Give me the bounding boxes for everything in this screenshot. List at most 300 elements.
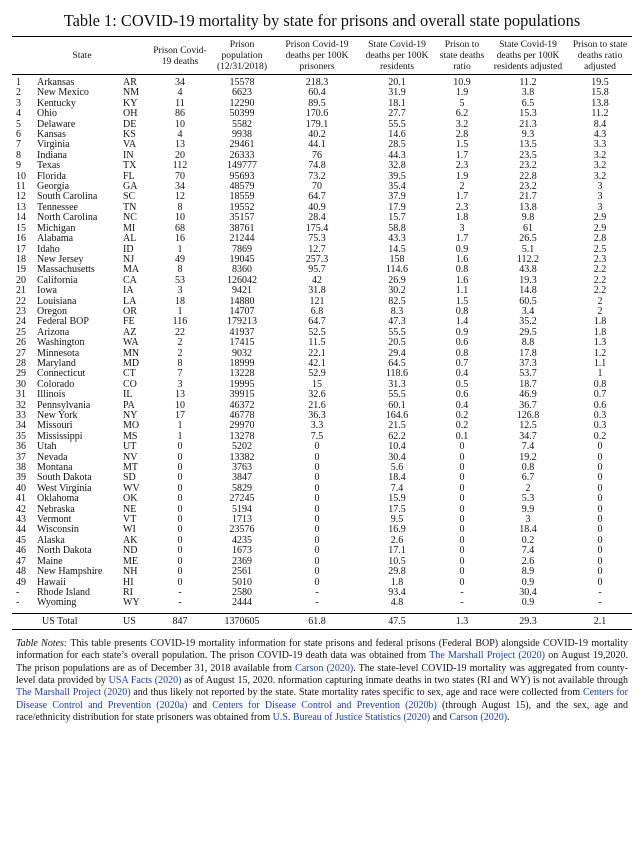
prison-deaths: 1 (177, 431, 183, 442)
ratio: 0 (459, 546, 465, 557)
state-rate: 15.9 (388, 494, 406, 505)
ratio-adjusted: 2.9 (593, 213, 607, 224)
row-rank: 32 (16, 400, 26, 411)
table-row (12, 578, 632, 588)
prison-population: 1713 (232, 515, 252, 526)
ratio-adjusted: 2 (597, 296, 603, 307)
citation-link[interactable]: The Marshall Project (2020) (429, 650, 545, 662)
state-rate-adjusted: 3 (525, 515, 531, 526)
row-rank: 15 (16, 223, 26, 234)
state-name: Utah (37, 442, 57, 453)
state-abbr: IN (123, 150, 134, 161)
state-name: West Virginia (37, 483, 92, 494)
covid-mortality-table (12, 36, 632, 630)
prison-deaths: 0 (177, 473, 183, 484)
citation-link[interactable]: U.S. Bureau of Justice Statistics (2020) (272, 712, 431, 724)
table-row (12, 234, 632, 244)
state-rate-adjusted: 13.5 (519, 140, 537, 151)
ratio-adjusted: 3.2 (593, 150, 607, 161)
table-row (12, 494, 632, 504)
row-rank: - (16, 587, 20, 598)
notes-text: This table presents COVID-19 mortality information for state prisons and federal prisons (Federal BOP) alongside COVID-19 mortality information for each state’s overall population. The prison COVID-19 death data was obtained from (16, 637, 628, 662)
state-rate-adjusted: 7.4 (521, 546, 535, 557)
ratio: 5 (459, 98, 465, 109)
ratio-adjusted: 2.3 (593, 254, 607, 265)
state-abbr: PA (123, 400, 135, 411)
prison-population: 126042 (227, 275, 257, 286)
prison-deaths: 34 (175, 182, 185, 193)
notes-label: Table Notes: (16, 637, 68, 649)
state-abbr: UT (123, 442, 137, 453)
state-rate: 35.4 (388, 182, 406, 193)
prison-population: 8360 (232, 265, 252, 276)
ratio-adjusted: 2.2 (593, 275, 607, 286)
state-rate: 5.6 (390, 463, 404, 474)
table-notes (16, 638, 628, 725)
prison-deaths: 12 (175, 192, 185, 203)
prison-rate: 0 (314, 525, 320, 536)
ratio-adjusted: 1.3 (593, 338, 607, 349)
ratio: 0.6 (455, 390, 469, 401)
row-rank: 23 (16, 306, 26, 317)
ratio-adjusted: 15.8 (591, 88, 609, 99)
state-rate-adjusted: 8.9 (521, 567, 535, 578)
row-rank: 14 (16, 213, 26, 224)
prison-population: 4235 (232, 535, 252, 546)
ratio-adjusted: 0 (597, 567, 603, 578)
prison-deaths: 0 (177, 442, 183, 453)
table-row (12, 505, 632, 515)
prison-rate: 15 (312, 379, 322, 390)
table-row (12, 588, 632, 598)
state-rate-adjusted: 112.2 (516, 254, 540, 265)
row-rank: 25 (16, 327, 26, 338)
prison-deaths: 10 (175, 400, 185, 411)
row-rank: 17 (16, 244, 26, 255)
row-rank: 49 (16, 577, 26, 588)
notes-text: as of August 15, 2020. nformation capturing inmate deaths in two states (RI and WY) is not available through (181, 674, 628, 686)
prison-rate: 0 (314, 515, 320, 526)
table-row (12, 338, 632, 348)
state-name: Hawaii (37, 577, 66, 588)
prison-population: 9032 (232, 348, 252, 359)
state-rate: 29.8 (388, 567, 406, 578)
state-rate: 58.8 (388, 223, 406, 234)
ratio: 0.2 (455, 421, 469, 432)
ratio-adjusted: 0 (597, 463, 603, 474)
table-title: Table 1: COVID-19 mortality by state for prisons and overall state populations (63, 11, 581, 30)
header-prison-deaths: Prison Covid-19 deaths (153, 44, 207, 67)
prison-deaths: 10 (175, 119, 185, 130)
state-abbr: SD (123, 473, 136, 484)
row-rank: 27 (16, 348, 26, 359)
prison-rate: 44.1 (308, 140, 326, 151)
table-row (12, 99, 632, 109)
ratio-adjusted: 11.2 (591, 109, 609, 120)
state-rate-adjusted: 37.3 (519, 358, 537, 369)
state-name: Minnesota (37, 348, 80, 359)
notes-text: on August 19,2020. The prison populations are as of December 31, 2018 available from (16, 650, 628, 674)
state-name: New Mexico (37, 88, 89, 99)
state-rate-adjusted: 46.9 (519, 390, 537, 401)
prison-population: 39915 (229, 390, 255, 401)
state-rate: 93.4 (388, 587, 406, 598)
state-rate: 17.5 (388, 504, 406, 515)
ratio: 1.1 (455, 286, 469, 297)
row-rank: 48 (16, 567, 26, 578)
state-rate-adjusted: 17.8 (519, 348, 537, 359)
ratio: 0.8 (455, 348, 469, 359)
prison-rate: 95.7 (308, 265, 326, 276)
prison-deaths: 22 (175, 327, 185, 338)
state-abbr: IA (123, 286, 134, 297)
row-rank: 7 (16, 140, 21, 151)
state-abbr: AZ (123, 327, 137, 338)
prison-rate: 218.3 (305, 77, 329, 88)
total-abbr: US (123, 615, 136, 627)
row-rank: 30 (16, 379, 26, 390)
state-name: Michigan (37, 223, 76, 234)
prison-rate: 0 (314, 567, 320, 578)
state-rate-adjusted: 15.3 (519, 109, 537, 120)
row-rank: 33 (16, 411, 26, 421)
state-rate-adjusted: 18.7 (519, 379, 537, 390)
prison-rate: 22.1 (308, 348, 326, 359)
ratio-adjusted: 0.3 (593, 411, 607, 421)
state-rate-adjusted: 23.5 (519, 150, 537, 161)
table-row (12, 255, 632, 265)
ratio-adjusted: 2.8 (593, 234, 607, 245)
prison-rate: 0 (314, 504, 320, 515)
table-total (12, 613, 632, 629)
ratio: 0 (459, 494, 465, 505)
ratio-adjusted: 13.8 (591, 98, 609, 109)
prison-deaths: 8 (177, 202, 183, 213)
state-abbr: CO (123, 379, 137, 390)
prison-deaths: 2 (177, 348, 183, 359)
ratio: 0 (459, 483, 465, 494)
prison-rate: 11.5 (308, 338, 326, 349)
prison-population: 7869 (232, 244, 252, 255)
state-name: South Carolina (37, 192, 98, 203)
table-row (12, 307, 632, 317)
state-abbr: MS (123, 431, 138, 442)
prison-deaths: 0 (177, 577, 183, 588)
ratio: 3 (459, 223, 465, 234)
state-name: New York (37, 411, 78, 421)
prison-rate: 175.4 (305, 223, 329, 234)
state-name: Maryland (37, 358, 76, 369)
prison-population: 23576 (229, 525, 255, 536)
state-name: Arizona (37, 327, 70, 338)
row-rank: 10 (16, 171, 26, 182)
row-rank: 36 (16, 442, 26, 453)
ratio: 1.5 (455, 296, 469, 307)
state-abbr: IL (123, 390, 133, 401)
prison-population: 21244 (229, 234, 255, 245)
state-rate: 32.8 (388, 161, 406, 172)
ratio-adjusted: - (598, 598, 602, 609)
row-rank: 31 (16, 390, 26, 401)
prison-deaths: - (178, 598, 182, 609)
state-abbr: WA (123, 338, 139, 349)
prison-population: 179213 (227, 317, 257, 328)
prison-deaths: 1 (177, 421, 183, 432)
ratio-adjusted: 0 (597, 525, 603, 536)
prison-rate: 32.6 (308, 390, 326, 401)
citation-link[interactable]: Centers for Disease Control and Prevention (2020b) (212, 699, 437, 711)
ratio-adjusted: 2.5 (593, 244, 607, 255)
row-rank: 47 (16, 556, 26, 567)
state-name: Florida (37, 171, 66, 182)
notes-text: and (430, 712, 450, 724)
table-row (12, 598, 632, 613)
citation-link[interactable]: USA Facts (2020) (108, 674, 182, 686)
prison-deaths: 13 (175, 390, 185, 401)
state-rate: 4.8 (390, 598, 404, 609)
prison-deaths: 0 (177, 452, 183, 463)
state-name: Vermont (37, 515, 72, 526)
state-name: Kansas (37, 130, 66, 141)
prison-population: 41937 (229, 327, 255, 338)
ratio-adjusted: 0 (597, 494, 603, 505)
prison-deaths: 49 (175, 254, 185, 265)
prison-population: 5202 (232, 442, 252, 453)
table-row (12, 390, 632, 400)
state-name: Federal BOP (37, 317, 89, 328)
ratio-adjusted: 1.8 (593, 317, 607, 328)
prison-deaths: 0 (177, 483, 183, 494)
prison-rate: 73.2 (308, 171, 326, 182)
ratio-adjusted: 3 (597, 202, 603, 213)
prison-deaths: 4 (177, 130, 183, 141)
row-rank: 12 (16, 192, 26, 203)
state-rate-adjusted: 2.6 (521, 556, 535, 567)
ratio-adjusted: 0.8 (593, 379, 607, 390)
row-rank: 11 (16, 182, 26, 193)
prison-deaths: 2 (177, 338, 183, 349)
state-name: Massachusetts (37, 265, 95, 276)
state-abbr: MI (123, 223, 136, 234)
citation-link[interactable]: Carson (2020) (295, 662, 354, 674)
state-abbr: NV (123, 452, 138, 463)
total-label: US Total (42, 615, 78, 627)
prison-population: 15578 (229, 77, 255, 88)
ratio-adjusted: 0 (597, 473, 603, 484)
table-row (12, 546, 632, 556)
prison-population: 35157 (229, 213, 255, 224)
table-row (12, 349, 632, 359)
row-rank: 2 (16, 88, 21, 99)
prison-population: 5582 (232, 119, 252, 130)
header-state: State (72, 50, 92, 61)
ratio: 1.8 (455, 213, 469, 224)
state-abbr: TN (123, 202, 137, 213)
prison-deaths: 18 (175, 296, 185, 307)
state-rate: 114.6 (385, 265, 409, 276)
citation-link[interactable]: The Marshall Project (2020) (16, 687, 131, 699)
prison-rate: 42.1 (308, 358, 326, 369)
prison-population: 9938 (232, 130, 252, 141)
ratio-adjusted: 0 (597, 483, 603, 494)
state-name: Mississippi (37, 431, 83, 442)
state-name: Nevada (37, 452, 68, 463)
prison-population: 29461 (229, 140, 255, 151)
prison-deaths: 4 (177, 88, 183, 99)
header-state-deaths-adjusted: State Covid-19 deaths per 100K residents adjusted (493, 39, 563, 72)
table-row (12, 442, 632, 452)
ratio: 0 (459, 504, 465, 515)
prison-population: 6623 (232, 88, 252, 99)
table-row (12, 515, 632, 525)
state-abbr: ME (123, 556, 138, 567)
state-rate-adjusted: 0.8 (521, 463, 535, 474)
ratio: 2 (459, 182, 465, 193)
ratio: 0.6 (455, 338, 469, 349)
row-rank: 19 (16, 265, 26, 276)
prison-deaths: 53 (175, 275, 185, 286)
ratio: 0.9 (455, 244, 469, 255)
table-row (12, 120, 632, 130)
state-name: Washington (37, 338, 85, 349)
state-name: Oregon (37, 306, 67, 317)
ratio: 1.6 (455, 275, 469, 286)
notes-text: . The state-level COVID-19 mortality was aggregated from county-level data provided by (16, 662, 628, 686)
state-rate-adjusted: 11.2 (519, 77, 537, 88)
ratio-adjusted: 8.4 (593, 119, 607, 130)
table-body (12, 75, 632, 614)
table-row (12, 172, 632, 182)
prison-deaths: 20 (175, 150, 185, 161)
header-row (12, 37, 632, 75)
state-abbr: NE (123, 504, 137, 515)
prison-population: 13228 (229, 369, 255, 380)
ratio: 0.1 (455, 431, 469, 442)
state-name: Wyoming (37, 598, 77, 609)
state-rate-adjusted: 6.5 (521, 98, 535, 109)
state-name: North Carolina (37, 213, 98, 224)
prison-rate: 0 (314, 442, 320, 453)
ratio-adjusted: 0 (597, 577, 603, 588)
state-name: Oklahoma (37, 494, 79, 505)
ratio: 2.8 (455, 130, 469, 141)
ratio: 0.5 (455, 379, 469, 390)
prison-rate: 40.2 (308, 130, 326, 141)
row-rank: 1 (16, 77, 21, 88)
notes-text: . (507, 712, 510, 724)
prison-population: 38761 (229, 223, 255, 234)
ratio: 0 (459, 577, 465, 588)
prison-deaths: 1 (177, 306, 183, 317)
state-name: Indiana (37, 150, 67, 161)
ratio: - (460, 587, 464, 598)
row-rank: 29 (16, 369, 26, 380)
prison-population: 14707 (229, 306, 255, 317)
ratio-adjusted: 1 (597, 369, 603, 380)
table-row (12, 286, 632, 296)
notes-text: (through August 15), and the sex, age and race/ethnicity distribution for state prisoners was obtained from (16, 699, 628, 724)
state-rate: 20.5 (388, 338, 406, 349)
row-rank: 38 (16, 463, 26, 474)
prison-population: 2561 (232, 567, 252, 578)
prison-rate: 42 (312, 275, 322, 286)
ratio: 1.7 (455, 150, 469, 161)
row-rank: 4 (16, 109, 21, 120)
row-rank: 34 (16, 421, 26, 432)
citation-link[interactable]: Centers for Disease Control and Prevention (2020a) (16, 687, 628, 711)
prison-population: 19045 (229, 254, 255, 265)
state-rate-adjusted: 2 (525, 483, 531, 494)
citation-link[interactable]: Carson (2020) (449, 712, 508, 724)
table-row (12, 453, 632, 463)
row-rank: 21 (16, 286, 26, 297)
prison-rate: 21.6 (308, 400, 326, 411)
ratio: 1.6 (455, 254, 469, 265)
row-rank: 16 (16, 234, 26, 245)
row-rank: 26 (16, 338, 26, 349)
state-rate: 29.4 (388, 348, 406, 359)
prison-rate: 0 (314, 577, 320, 588)
table-row (12, 328, 632, 338)
row-rank: 41 (16, 494, 26, 505)
ratio: 0 (459, 473, 465, 484)
table-row (12, 317, 632, 327)
prison-population: 2369 (232, 556, 252, 567)
table-row (12, 432, 632, 442)
prison-population: 46372 (229, 400, 255, 411)
state-name: Texas (37, 161, 61, 172)
state-name: Maine (37, 556, 63, 567)
ratio: 1.7 (455, 234, 469, 245)
prison-deaths: 68 (175, 223, 185, 234)
state-rate: 16.9 (388, 525, 406, 536)
ratio: 0 (459, 463, 465, 474)
state-abbr: WY (123, 598, 140, 609)
state-rate: 17.9 (388, 202, 406, 213)
state-abbr: MD (123, 358, 140, 369)
state-name: Nebraska (37, 504, 75, 515)
state-rate: 55.5 (388, 119, 406, 130)
state-rate: 31.9 (388, 88, 406, 99)
state-name: California (37, 275, 78, 286)
prison-population: 27245 (229, 494, 255, 505)
state-rate: 37.9 (388, 192, 406, 203)
state-rate-adjusted: 0.9 (521, 598, 535, 609)
notes-text: and (187, 699, 213, 711)
state-name: Alaska (37, 535, 65, 546)
state-name: Kentucky (37, 98, 76, 109)
prison-population: 26333 (229, 150, 255, 161)
state-abbr: FE (123, 317, 135, 328)
row-rank: 43 (16, 515, 26, 526)
state-rate-adjusted: 61 (523, 223, 533, 234)
prison-rate: 70 (312, 182, 322, 193)
prison-rate: 64.7 (308, 317, 326, 328)
prison-rate: 257.3 (305, 254, 329, 265)
state-rate: 10.5 (388, 556, 406, 567)
prison-population: 48579 (229, 182, 255, 193)
state-abbr: VT (123, 515, 137, 526)
state-rate-adjusted: 19.3 (519, 275, 537, 286)
table-row (12, 276, 632, 286)
state-abbr: RI (123, 587, 133, 598)
table-row (12, 401, 632, 411)
ratio: 0 (459, 535, 465, 546)
state-rate-adjusted: 3.4 (521, 306, 535, 317)
ratio: 0.8 (455, 306, 469, 317)
state-rate: 21.5 (388, 421, 406, 432)
state-rate: 31.3 (388, 379, 406, 390)
